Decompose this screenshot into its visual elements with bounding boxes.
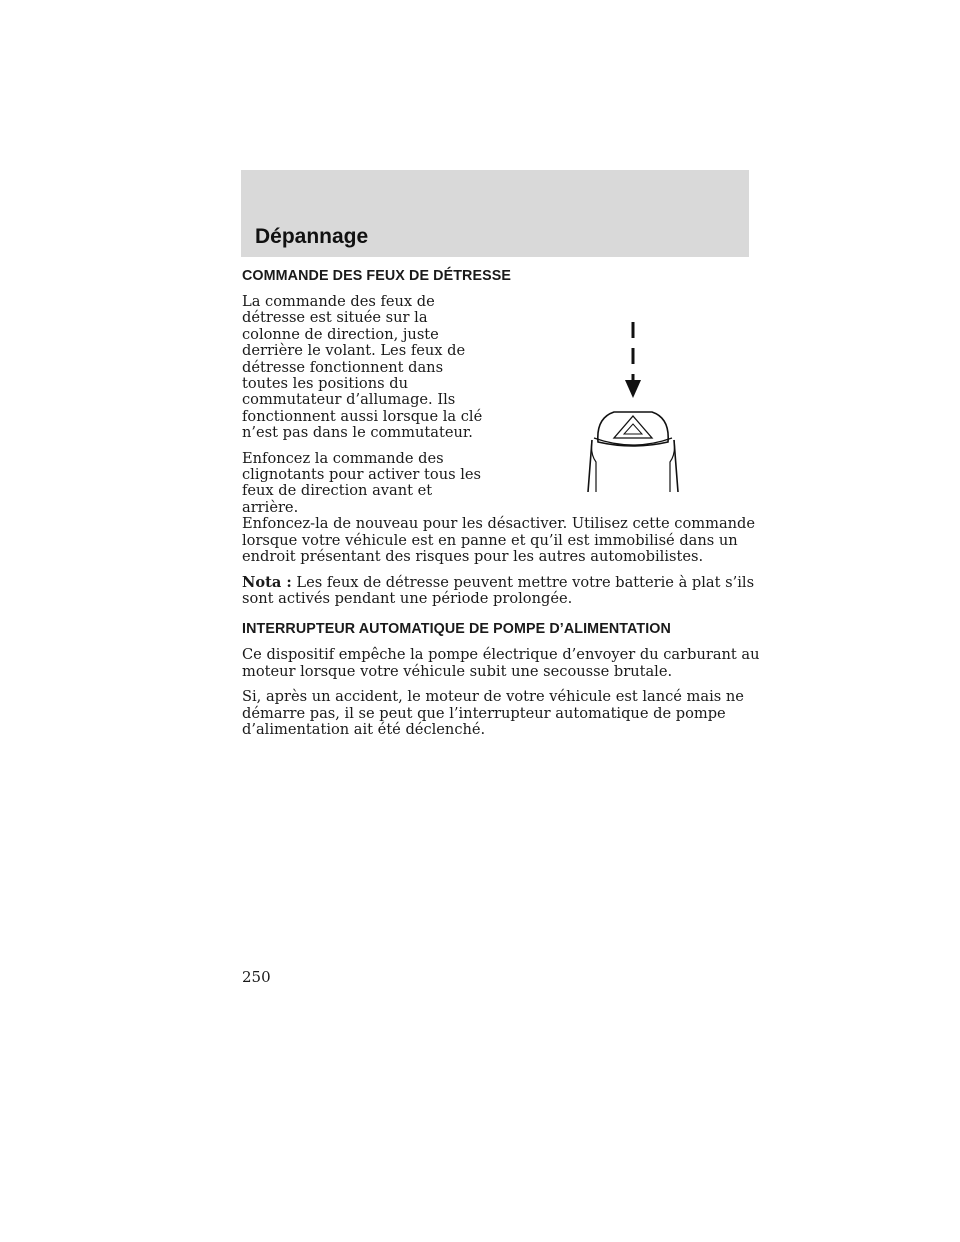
- heading-hazard-lights: COMMANDE DES FEUX DE DÉTRESSE: [242, 268, 512, 284]
- heading-fuel-pump-switch: INTERRUPTEUR AUTOMATIQUE DE POMPE D’ALIMENTATION: [242, 621, 671, 638]
- paragraph-hazard-deactivate: Enfoncez-la de nouveau pour les désactiver. Utilisez cette commande lorsque votre véhicule est en panne et qu’il est immobilisé dans un endroit présentant des risques pour les autres automobilistes.: [242, 515, 756, 566]
- hazard-intro: [242, 294, 762, 516]
- paragraph-note: [242, 575, 762, 608]
- note-text: Les feux de détresse peuvent mettre votre batterie à plat s’ils sont activés pendant une période prolongée.: [242, 573, 755, 607]
- section-title: Dépannage: [255, 225, 369, 248]
- paragraph-hazard-location: La commande des feux de détresse est située sur la colonne de direction, juste derrière le volant. Les feux de détresse fonctionnent dans toutes les positions du commutateur d’allumage. Ils fonctionnent aussi lorsque la clé n’est pas dans le commutateur.: [242, 293, 483, 442]
- paragraph-hazard-activate: Enfoncez la commande des clignotants pour activer tous les feux de direction avant et arrière.: [242, 449, 482, 516]
- hazard-switch-icon: [582, 322, 692, 492]
- paragraph-fuel-pump-1: Ce dispositif empêche la pompe électrique d’envoyer du carburant au moteur lorsque votre véhicule subit une secousse brutale.: [242, 646, 760, 680]
- section-header: [241, 170, 749, 257]
- page-content: [242, 268, 762, 747]
- page-number: 250: [242, 968, 271, 986]
- paragraph-fuel-pump-2: Si, après un accident, le moteur de votre véhicule est lancé mais ne démarre pas, il se peut que l’interrupteur automatique de pompe d’alimentation ait été déclenché.: [242, 688, 744, 738]
- note-label: Nota :: [242, 573, 292, 591]
